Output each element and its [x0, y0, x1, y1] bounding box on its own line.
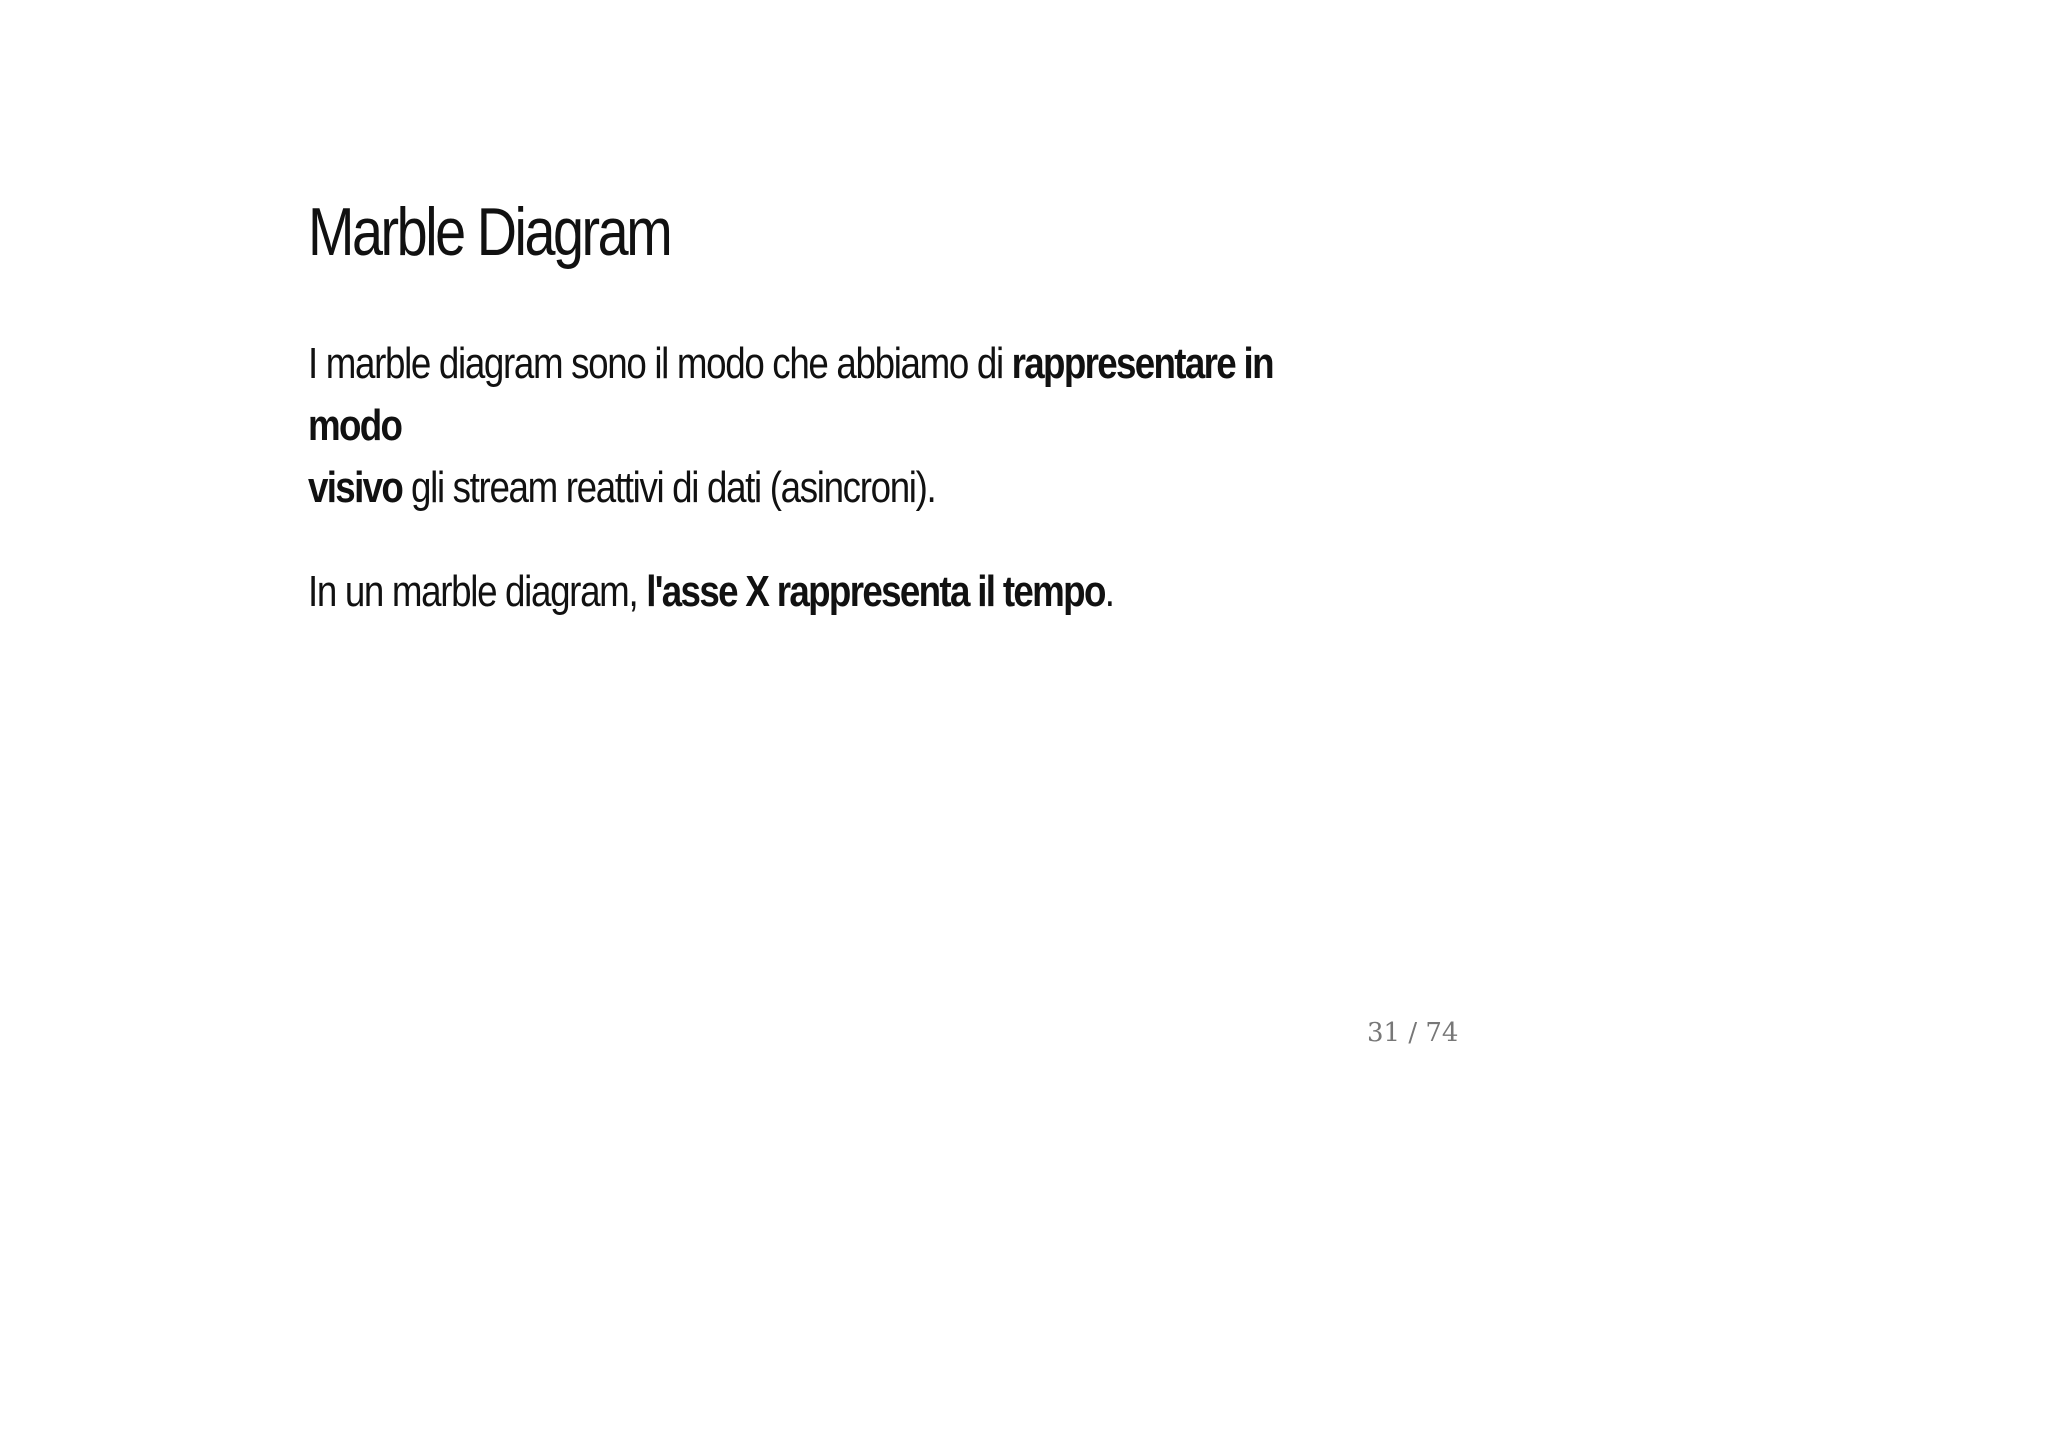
intro-bold-phrase-1: rappresentare in modo	[308, 339, 1273, 450]
x-axis-text-start: In un marble diagram,	[308, 567, 647, 616]
slide-title: Marble Diagram	[308, 194, 671, 270]
slide-content	[308, 333, 1360, 623]
page-total: 74	[1425, 1018, 1459, 1048]
paragraph-intro	[308, 333, 1360, 519]
intro-text-start: I marble diagram sono il modo che abbiamo di	[308, 339, 1012, 388]
page-counter	[1367, 1017, 1458, 1049]
x-axis-bold-phrase: l'asse X rappresenta il tempo	[646, 567, 1105, 616]
intro-bold-phrase-2: visivo	[308, 463, 403, 512]
page-current: 31	[1367, 1018, 1401, 1048]
paragraph-x-axis	[308, 561, 1360, 623]
intro-text-end: gli stream reattivi di dati (asincroni).	[402, 463, 936, 512]
x-axis-text-end: .	[1104, 567, 1114, 616]
page-separator: /	[1400, 1018, 1426, 1048]
